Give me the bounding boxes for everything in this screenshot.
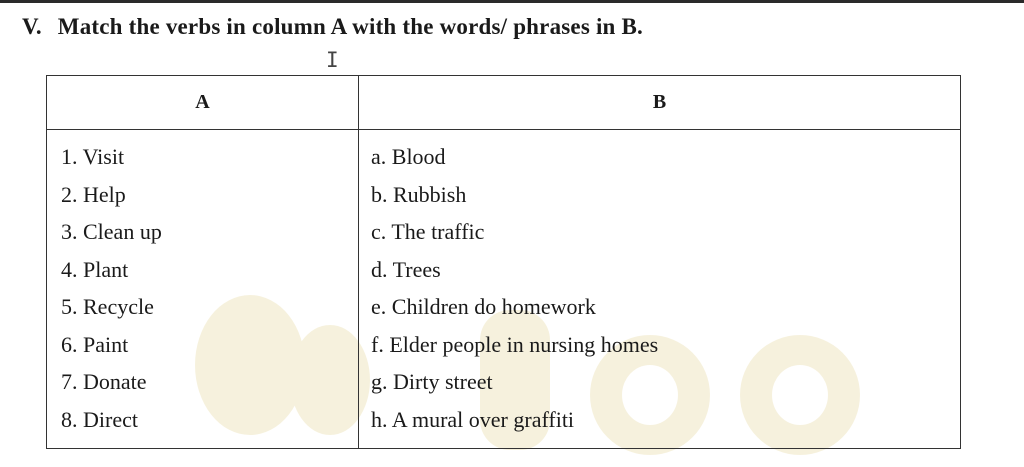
column-a-header: A [47,76,359,130]
exercise-heading [22,14,643,40]
exercise-number: V. [22,14,42,39]
table-header-row [47,76,961,130]
phrase-item: b. Rubbish [371,181,467,207]
matching-table [46,75,961,449]
verb-item: 1. Visit [61,144,125,169]
phrase-item: e. Children do homework [371,294,596,319]
exercise-instruction: Match the verbs in column A with the words/ phrases in B. [57,14,643,39]
verb-item: 7. Donate [61,369,147,394]
verb-item: 4. Plant [61,256,129,282]
verb-item: 8. Direct [61,406,138,432]
column-b-list [359,130,961,449]
top-divider [0,0,1024,3]
column-a-list [47,130,359,449]
phrase-item: d. Trees [371,256,441,282]
verb-item: 3. Clean up [61,219,162,244]
text-cursor-icon: I [326,48,339,72]
phrase-item: a. Blood [371,144,446,169]
verb-item: 6. Paint [61,331,129,357]
column-b-header: B [359,76,961,130]
verb-item: 2. Help [61,181,126,207]
phrase-item: g. Dirty street [371,369,493,394]
table-body-row [47,130,961,449]
phrase-item: c. The traffic [371,219,485,244]
verb-item: 5. Recycle [61,294,154,319]
phrase-item: f. Elder people in nursing homes [371,331,659,357]
phrase-item: h. A mural over graffiti [371,406,575,432]
